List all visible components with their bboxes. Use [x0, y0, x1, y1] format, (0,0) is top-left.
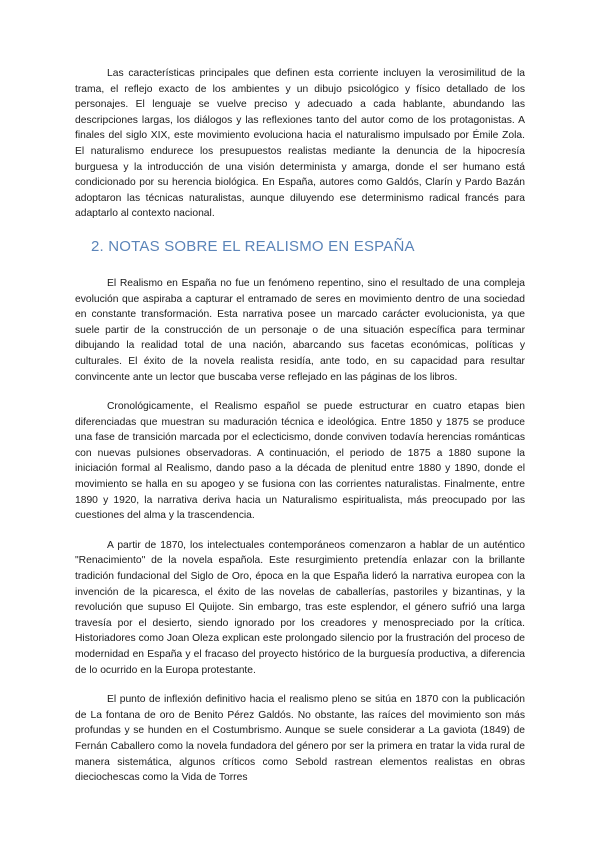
paragraph-realism-spain: El Realismo en España no fue un fenómeno repentino, sino el resultado de una compleja evolución que aspiraba a capturar el entramado de seres en movimiento dentro de una sociedad en constante transformación. Esta narrativa posee un marcado carácter evolucionista, ya que suele partir de la construcción de un personaje o de una situación específica para terminar dibujando la realidad total de una nación, abarcando sus facetas económicas, políticas y culturales. El éxito de la novela realista residía, ante todo, en su capacidad para resultar convincente ante un lector que buscaba verse reflejado en las páginas de los libros.: [75, 277, 525, 383]
section-heading: 2. NOTAS SOBRE EL REALISMO EN ESPAÑA: [91, 237, 415, 255]
paragraph-characteristics: Las características principales que definen esta corriente incluyen la verosimilitud de la trama, el reflejo exacto de los ambientes y un dibujo psicológico y físico detallado de los personajes. El lenguaje se vuelve preciso y adecuado a cada hablante, abundando las descripciones largas, los diálogos y las reflexiones tanto del autor como de los protagonistas. A finales del siglo XIX, este movimiento evoluciona hacia el naturalismo impulsado por Émile Zola. El naturalismo endurece los presupuestos realistas mediante la denuncia de la hipocresía burguesa y la introducción de una visión determinista y amarga, donde el ser humano está condicionado por su herencia biológica. En España, autores como Galdós, Clarín y Pardo Bazán adoptaron las técnicas naturalistas, aunque diluyendo ese determinismo radical francés para adaptarlo al contexto nacional.: [75, 68, 525, 220]
paragraph-renaissance: A partir de 1870, los intelectuales contemporáneos comenzaron a hablar de un auténtico "Renacimiento" de la novela española. Este resurgimiento pretendía enlazar con la brillante tradición fundacional del Siglo de Oro, época en la que España lideró la narrativa europea con la invención de la picaresca, el éxito de las novelas de caballerías, pastoriles y bizantinas, y la revolución que supuso El Quijote. Sin embargo, tras este esplendor, el género sufrió una larga travesía por el desierto, siendo ignorado por los creadores y menospreciado por la crítica. Historiadores como Joan Oleza explican este prolongado silencio por la frustración del proceso de modernidad en España y el fracaso del proyecto histórico de la burguesía productiva, a diferencia de lo ocurrido en la Europa protestante.: [75, 539, 525, 676]
paragraph-chronology: Cronológicamente, el Realismo español se puede estructurar en cuatro etapas bien diferenciadas que muestran su maduración técnica e ideológica. Entre 1850 y 1875 se produce una fase de transición marcada por el eclecticismo, donde conviven todavía herencias románticas con nuevas pulsiones observadoras. A continuación, el periodo de 1875 a 1880 supone la iniciación formal al Realismo, dando paso a la década de plenitud entre 1880 y 1890, donde el movimiento se halla en su apogeo y se fusiona con las corrientes naturalistas. Finalmente, entre 1890 y 1920, la narrativa deriva hacia un Naturalismo espiritualista, más preocupado por las cuestiones del alma y la trascendencia.: [75, 401, 525, 522]
paragraph-turning-point: El punto de inflexión definitivo hacia el realismo pleno se sitúa en 1870 con la publicación de La fontana de oro de Benito Pérez Galdós. No obstante, las raíces del movimiento son más profundas y se hunden en el Costumbrismo. Aunque se suele considerar a La gaviota (1849) de Fernán Caballero como la novela fundadora del género por ser la primera en tratar la vida rural de manera sistemática, algunos críticos como Sebold rastrean elementos realistas en obras dieciochescas como la Vida de Torres: [75, 694, 525, 784]
